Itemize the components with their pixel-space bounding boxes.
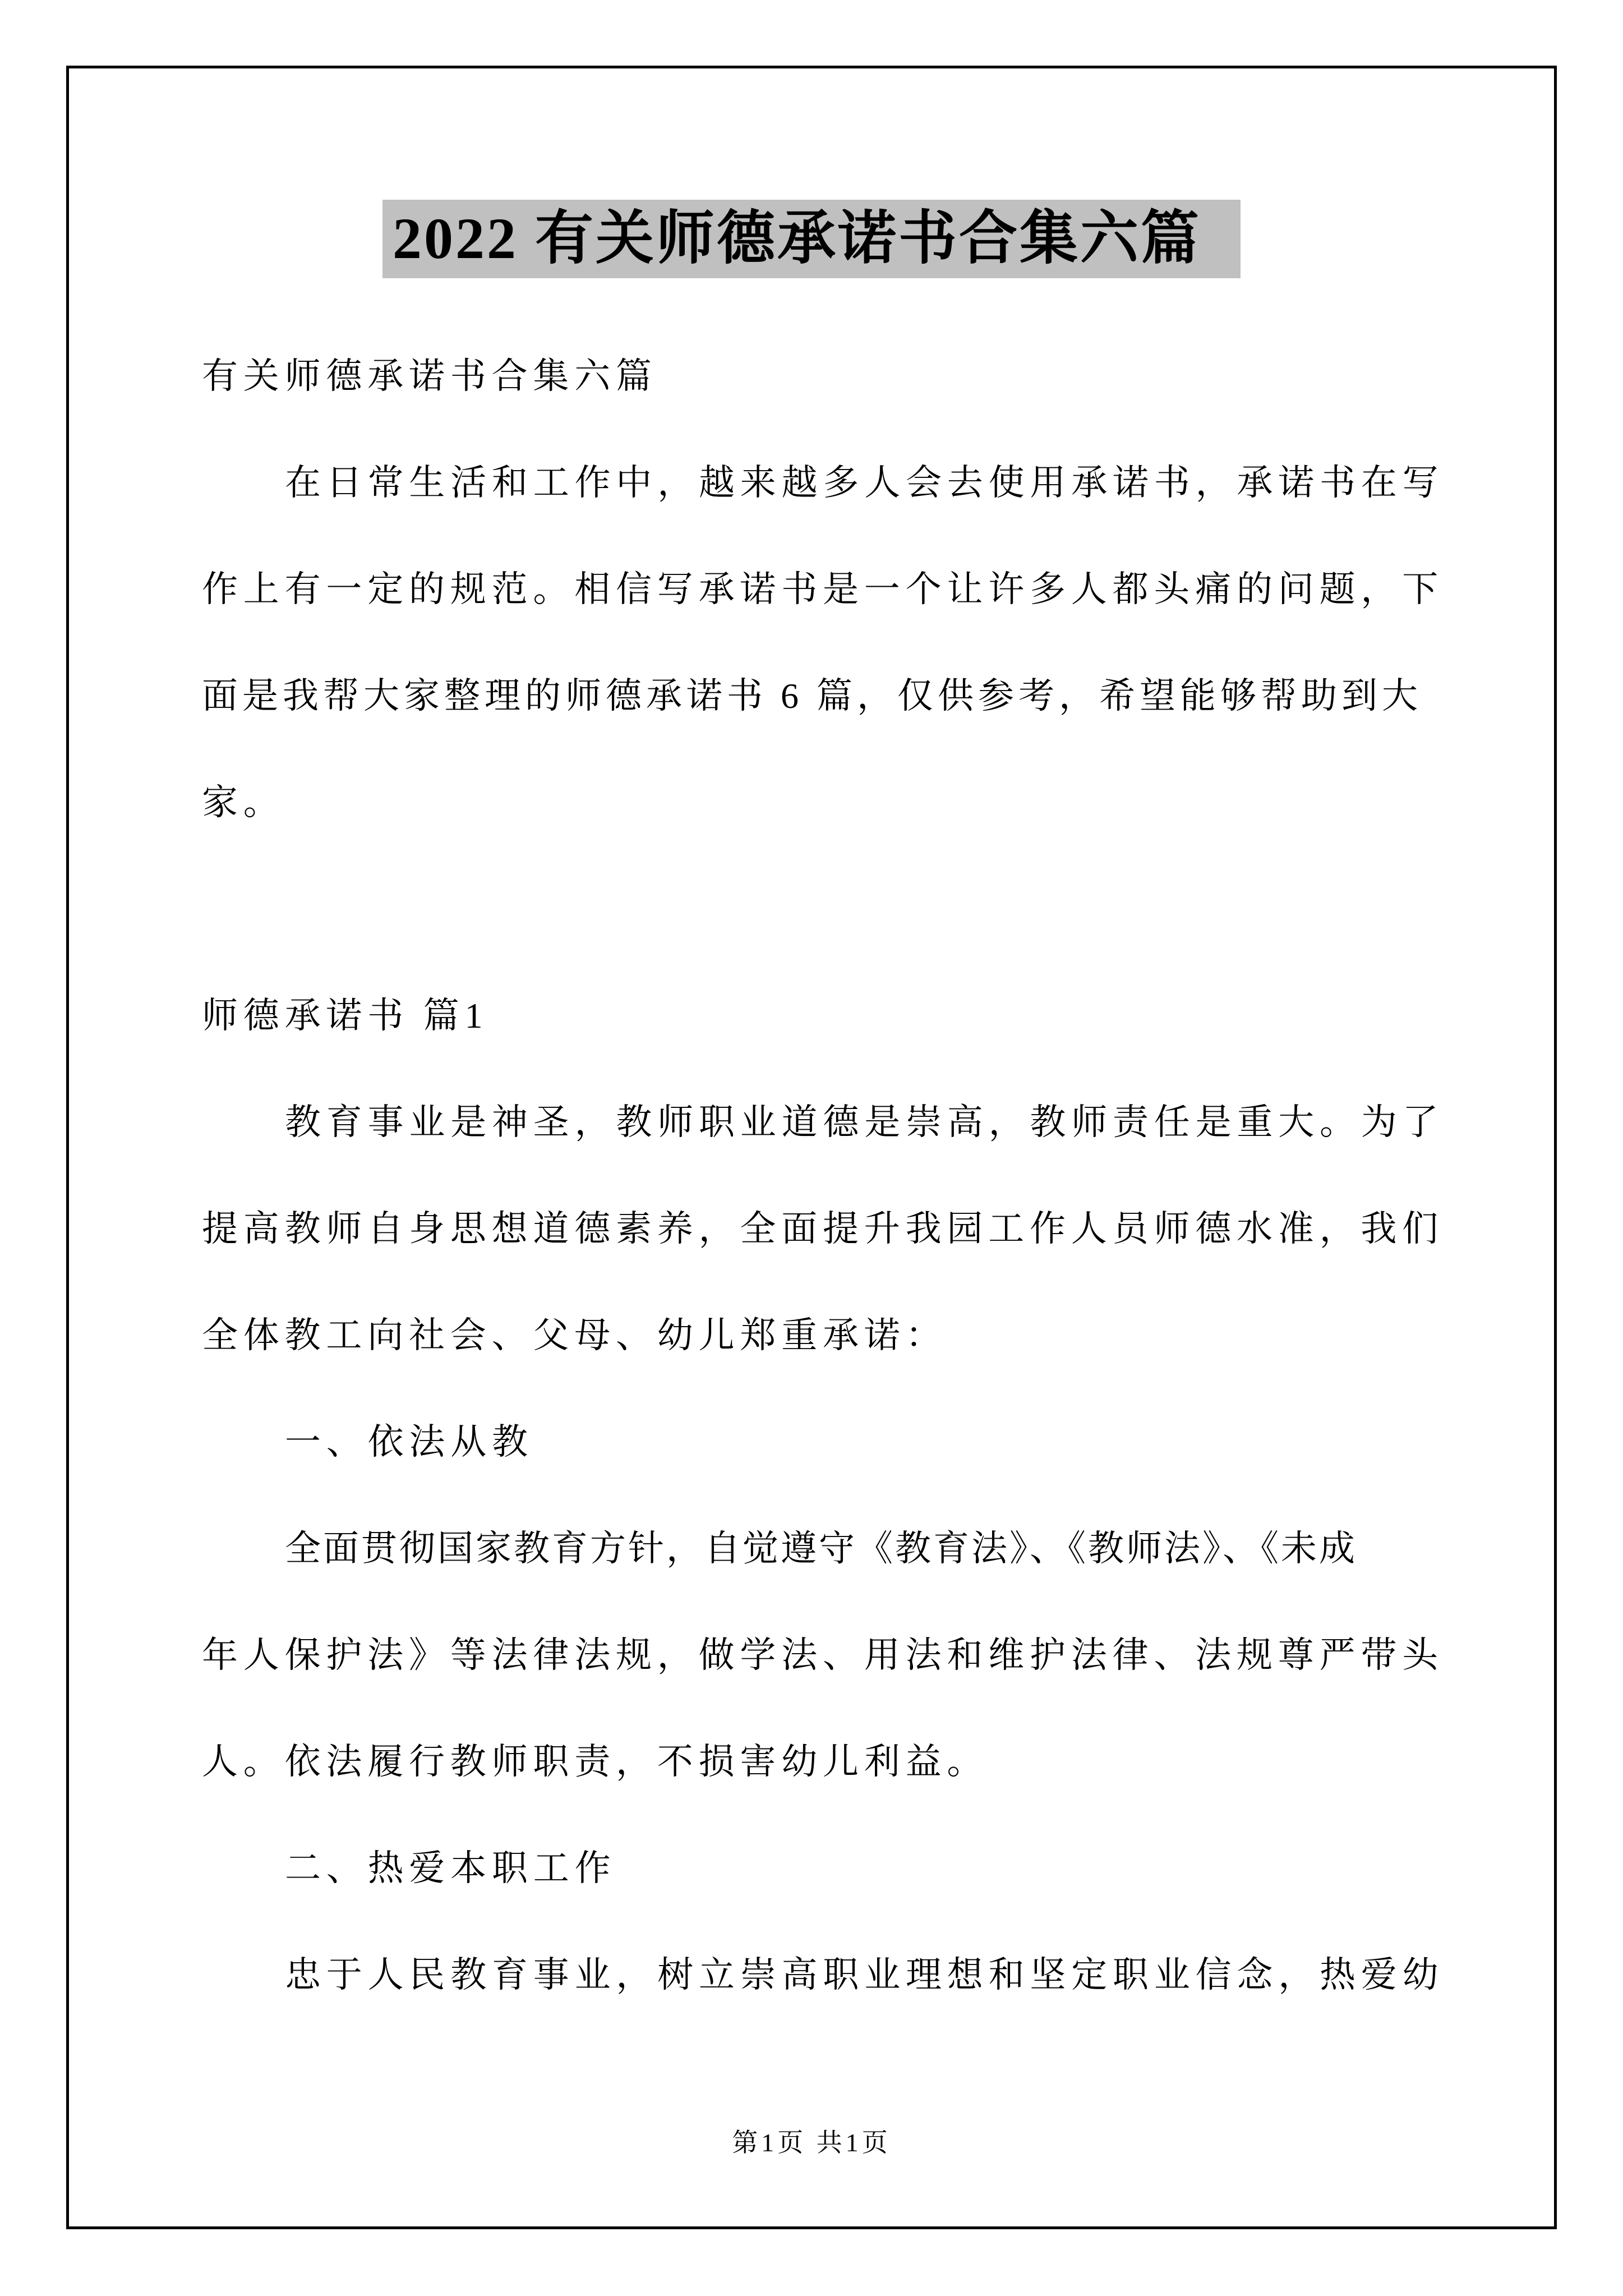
intro-paragraph-line: 作上有一定的规范。相信写承诺书是一个让许多人都头痛的问题，下 [202,569,1444,609]
body-paragraph-line: 年人保护法》等法律法规，做学法、用法和维护法律、法规尊严带头 [202,1635,1444,1675]
body-paragraph-line: 全体教工向社会、父母、幼儿郑重承诺： [202,1315,947,1355]
body-paragraph-line: 教育事业是神圣，教师职业道德是崇高，教师责任是重大。为了 [285,1102,1444,1142]
blank-line [202,856,1453,963]
subheading-yifacongjiao: 一、依法从教 [285,1422,533,1462]
document-body [202,323,1453,2028]
document-title [0,186,1623,292]
body-paragraph-line: 提高教师自身思想道德素养，全面提升我园工作人员师德水准，我们 [202,1209,1444,1249]
intro-label-line: 有关师德承诺书合集六篇 [202,356,657,396]
body-paragraph-line: 全面贯彻国家教育方针，自觉遵守《教育法》、《教师法》、《未成 [285,1529,1357,1568]
intro-paragraph-line: 面是我帮大家整理的师德承诺书 6 篇，仅供参考，希望能够帮助到大 [202,676,1422,716]
body-paragraph-line: 忠于人民教育事业，树立崇高职业理想和坚定职业信念，热爱幼 [285,1955,1444,1995]
subheading-reaibenzhi: 二、热爱本职工作 [285,1848,616,1888]
section-heading-pian1: 师德承诺书 篇1 [202,996,488,1036]
title-highlight: 2022 有关师德承诺书合集六篇 [382,200,1241,278]
intro-paragraph-line: 在日常生活和工作中，越来越多人会去使用承诺书，承诺书在写 [285,463,1444,503]
body-paragraph-line: 人。依法履行教师职责，不损害幼儿利益。 [202,1742,989,1782]
intro-paragraph-line: 家。 [202,783,285,822]
page-number-footer: 第1页 共1页 [732,2128,891,2157]
